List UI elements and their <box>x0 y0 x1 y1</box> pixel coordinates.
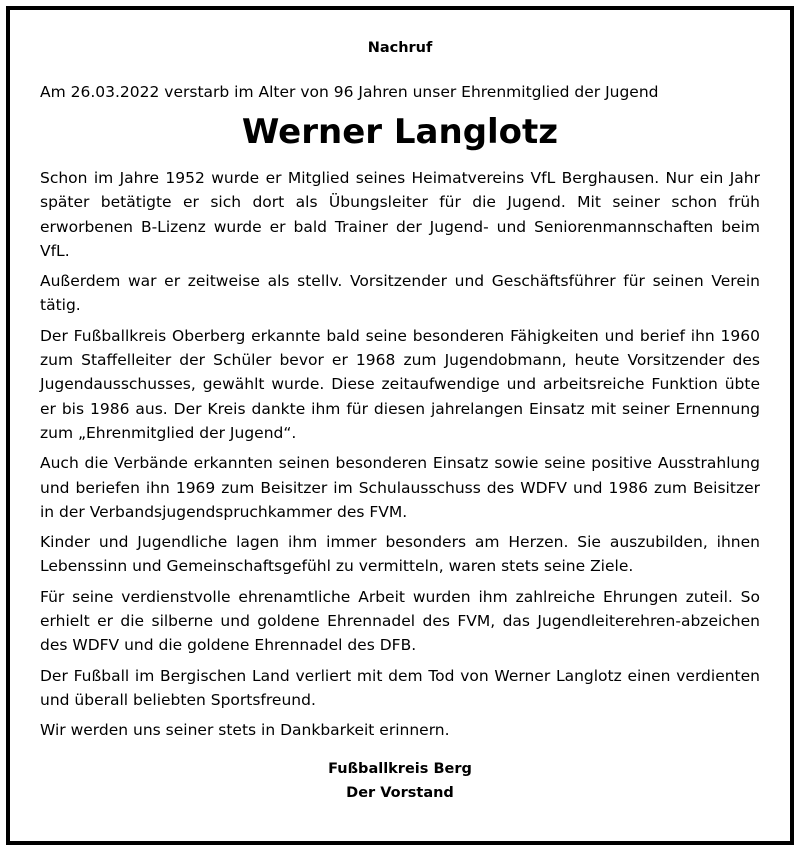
paragraph-membership: Schon im Jahre 1952 wurde er Mitglied seines Heimatvereins VfL Berghausen. Nur ein Jahr später betätigte er sich dort als Übungsleiter für die Jugend. Mit seiner schon früh erworbenen B-Lizenz wurde er bald Trainer der Jugend- und Seniorenmannschaften beim VfL. <box>40 169 760 260</box>
paragraph-remembrance: Wir werden uns seiner stets in Dankbarkeit erinnern. <box>40 721 450 740</box>
deceased-name: Werner Langlotz <box>241 112 559 152</box>
paragraph-honors: Für seine verdienstvolle ehrenamtliche Arbeit wurden ihm zahlreiche Ehrungen zuteil. So erhielt er die silberne und goldene Ehrennadel des FVM, das Jugendleiterehren-abzeichen des WDFV und die goldene Ehrennadel des DFB. <box>40 587 760 655</box>
signature-board: Der Vorstand <box>346 784 454 801</box>
paragraph-district-roles: Der Fußballkreis Oberberg erkannte bald seine besonderen Fähigkeiten und berief ihn 1960 zum Staffelleiter der Schüler bevor er 1968 zum Jugendobmann, heute Vorsitzender des Jugendausschusses, gewählt wurde. Diese zeitaufwendige und arbeitsreiche Funktion übte er bis 1986 aus. Der Kreis dankte ihm für diesen jahrelangen Einsatz mit seiner Ernennung zum „Ehrenmitglied der Jugend“. <box>40 326 760 442</box>
paragraph-loss: Der Fußball im Bergischen Land verliert mit dem Tod von Werner Langlotz einen verdienten und überall beliebten Sportsfreund. <box>40 666 760 709</box>
signature-organization: Fußballkreis Berg <box>328 760 472 777</box>
obituary-frame <box>6 6 794 845</box>
obituary-content <box>40 38 760 805</box>
paragraph-club-roles: Außerdem war er zeitweise als stellv. Vorsitzender und Geschäftsführer für seinen Verein tätig. <box>40 272 760 315</box>
paragraph-youth: Kinder und Jugendliche lagen ihm immer besonders am Herzen. Sie auszubilden, ihnen Lebenssinn und Gemeinschaftsgefühl zu vermitteln, waren stets seine Ziele. <box>40 533 760 576</box>
intro-line: Am 26.03.2022 verstarb im Alter von 96 Jahren unser Ehrenmitglied der Jugend <box>40 83 659 101</box>
notice-heading: Nachruf <box>367 40 433 56</box>
signature-block <box>40 757 760 805</box>
paragraph-association-roles: Auch die Verbände erkannten seinen besonderen Einsatz sowie seine positive Ausstrahlung und beriefen ihn 1969 zum Beisitzer im Schulausschuss des WDFV und 1986 zum Beisitzer in der Verbandsjugendspruchkammer des FVM. <box>40 454 760 521</box>
